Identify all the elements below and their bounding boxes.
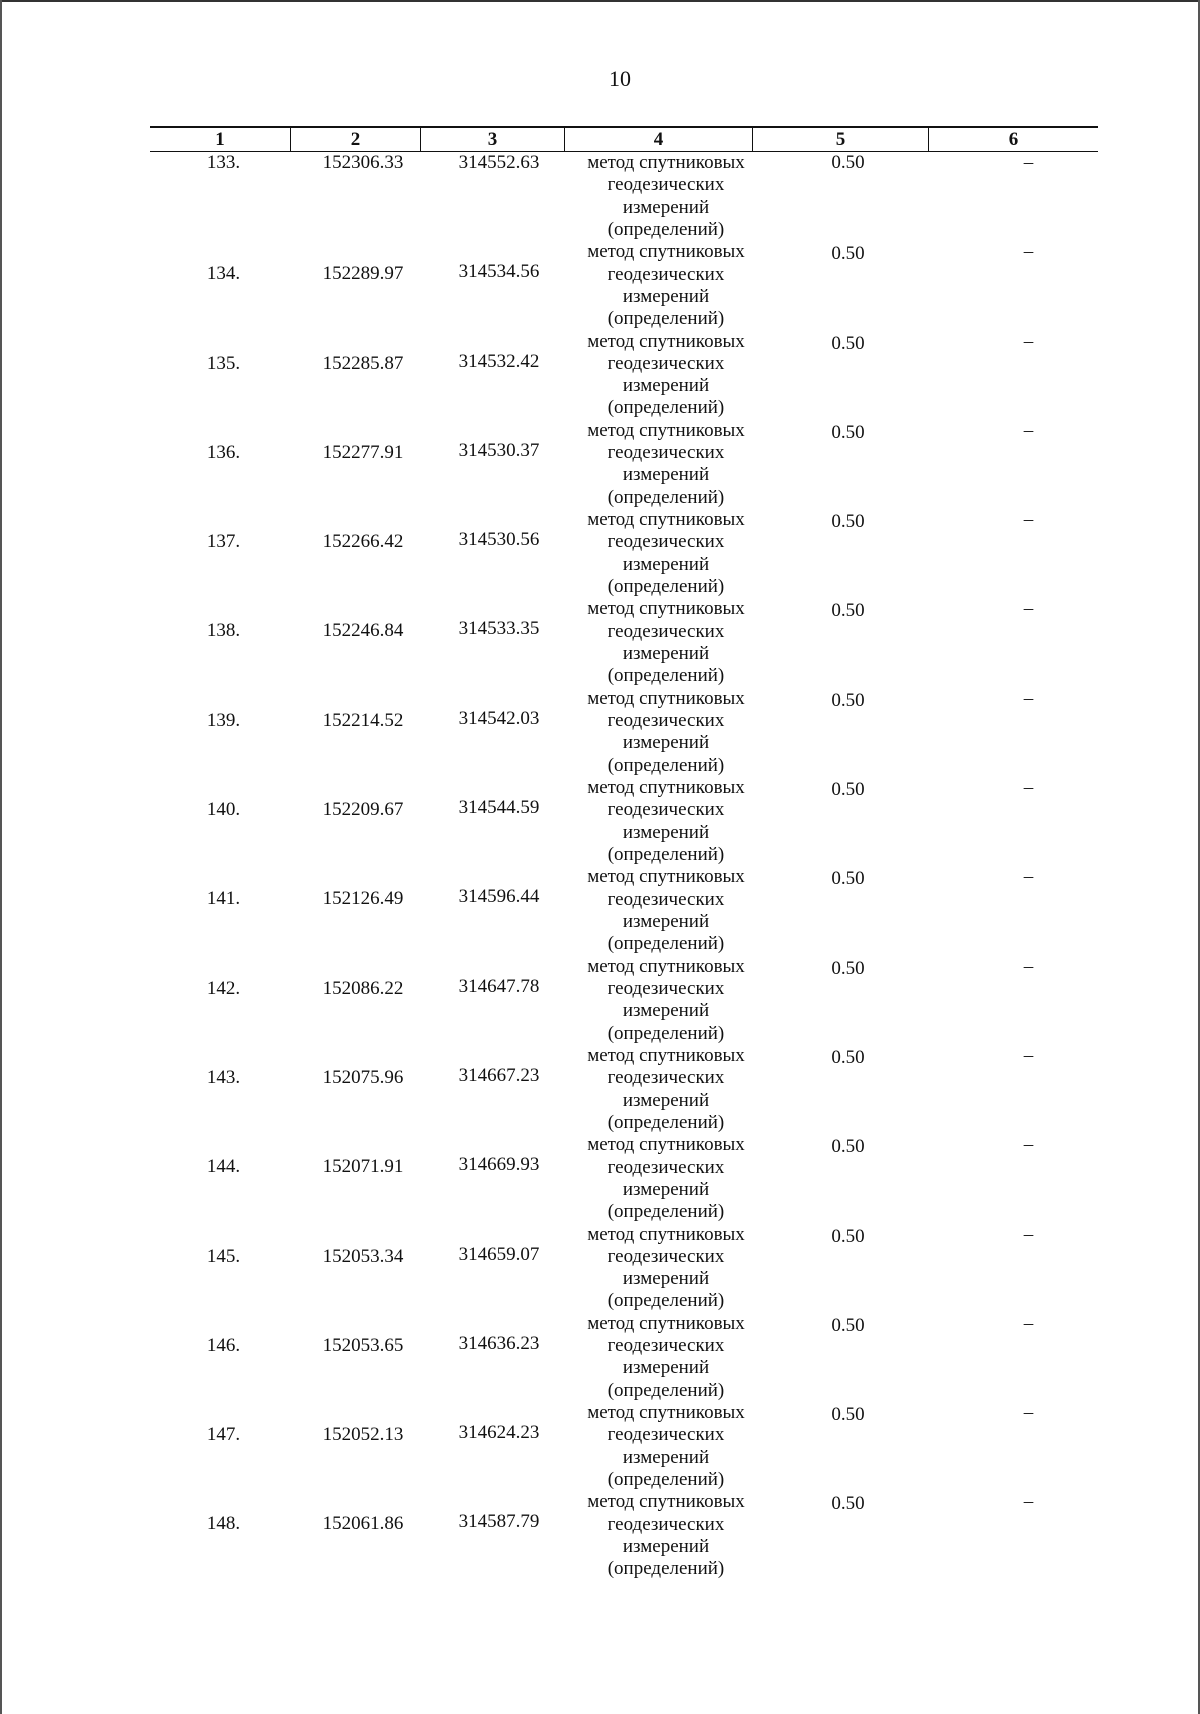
method-cell [565,1224,753,1313]
method-line: (определений) [607,1111,725,1133]
point-number-cell: 143. [206,1066,241,1088]
method-line: измерений [622,1089,710,1111]
accuracy-cell: 0.50 [831,421,865,443]
method-line: геодезических [607,1513,725,1535]
x-coordinate-cell: 152246.84 [322,620,404,642]
method-line: геодезических [607,1245,725,1267]
point-number-cell: 133. [206,152,241,173]
method-line: (определений) [607,843,725,865]
note-cell: – [1023,152,1034,173]
method-line: (определений) [607,1558,725,1580]
x-coordinate-cell: 152075.96 [322,1066,404,1088]
method-line: измерений [622,910,710,932]
note-cell: – [1023,598,1034,620]
y-coordinate-cell: 314596.44 [458,886,540,908]
method-line: измерений [622,1446,710,1468]
method-line: (определений) [607,1022,725,1044]
method-line: измерений [622,1536,710,1558]
method-cell [565,1491,753,1580]
method-line: геодезических [607,174,725,196]
accuracy-cell: 0.50 [831,152,865,173]
table-row [150,1491,1098,1580]
method-line: метод спутниковых [587,866,745,888]
table-header [150,126,1098,152]
method-line: геодезических [607,442,725,464]
method-line: метод спутниковых [587,777,745,799]
method-line: геодезических [607,888,725,910]
note-cell: – [1023,687,1034,709]
page-number: 10 [609,66,631,91]
method-cell [565,1313,753,1402]
method-line: метод спутниковых [587,1134,745,1156]
y-coordinate-cell: 314587.79 [458,1511,540,1533]
method-line: (определений) [607,486,725,508]
x-coordinate-cell: 152053.34 [322,1245,404,1267]
note-cell: – [1023,777,1034,799]
method-line: измерений [622,1357,710,1379]
method-line: метод спутниковых [587,419,745,441]
method-line: (определений) [607,576,725,598]
method-line: геодезических [607,977,725,999]
method-cell [565,777,753,866]
y-coordinate-cell: 314624.23 [458,1422,540,1444]
method-line: геодезических [607,1424,725,1446]
method-line: метод спутниковых [587,598,745,620]
method-line: измерений [622,1268,710,1290]
accuracy-cell: 0.50 [831,1046,865,1068]
point-number-cell: 142. [206,977,241,999]
x-coordinate-cell: 152285.87 [322,352,404,374]
method-line: (определений) [607,397,725,419]
x-coordinate-cell: 152277.91 [322,441,404,463]
method-line: метод спутниковых [587,509,745,531]
method-line: метод спутниковых [587,1223,745,1245]
accuracy-cell: 0.50 [831,779,865,801]
method-cell [565,688,753,777]
x-coordinate-cell: 152071.91 [322,1156,404,1178]
method-cell [565,1134,753,1223]
accuracy-cell: 0.50 [831,1314,865,1336]
x-coordinate-cell: 152214.52 [322,709,404,731]
point-number-cell: 145. [206,1245,241,1267]
method-line: (определений) [607,665,725,687]
note-cell: – [1023,1491,1034,1513]
table-row [150,1134,1098,1223]
header-col-1: 1 [150,128,291,151]
point-number-cell: 136. [206,441,241,463]
method-line: (определений) [607,218,725,240]
accuracy-cell: 0.50 [831,243,865,265]
y-coordinate-cell: 314533.35 [458,618,540,640]
table-row [150,598,1098,687]
method-line: (определений) [607,933,725,955]
table-row [150,152,1098,241]
method-line: метод спутниковых [587,152,745,173]
method-line: метод спутниковых [587,330,745,352]
x-coordinate-cell: 152306.33 [322,152,404,173]
x-coordinate-cell: 152061.86 [322,1513,404,1535]
scan-edge-top [0,0,1200,2]
header-col-3: 3 [421,128,565,151]
note-cell: – [1023,1134,1034,1156]
method-line: геодезических [607,352,725,374]
accuracy-cell: 0.50 [831,1225,865,1247]
y-coordinate-cell: 314544.59 [458,797,540,819]
method-line: измерений [622,1178,710,1200]
method-cell [565,331,753,420]
point-number-cell: 147. [206,1424,241,1446]
accuracy-cell: 0.50 [831,511,865,533]
accuracy-cell: 0.50 [831,957,865,979]
accuracy-cell: 0.50 [831,868,865,890]
note-cell: – [1023,955,1034,977]
method-line: (определений) [607,1469,725,1491]
note-cell: – [1023,1223,1034,1245]
y-coordinate-cell: 314669.93 [458,1154,540,1176]
method-cell [565,1045,753,1134]
table-row [150,331,1098,420]
header-col-2: 2 [291,128,421,151]
method-cell [565,956,753,1045]
point-number-cell: 138. [206,620,241,642]
method-line: метод спутниковых [587,1044,745,1066]
method-line: метод спутниковых [587,241,745,263]
method-line: измерений [622,1000,710,1022]
table-row [150,1313,1098,1402]
y-coordinate-cell: 314530.37 [458,439,540,461]
method-line: метод спутниковых [587,1491,745,1513]
y-coordinate-cell: 314659.07 [458,1243,540,1265]
note-cell: – [1023,419,1034,441]
method-line: метод спутниковых [587,1312,745,1334]
point-number-cell: 134. [206,263,241,285]
table-row [150,956,1098,1045]
y-coordinate-cell: 314636.23 [458,1332,540,1354]
method-line: метод спутниковых [587,955,745,977]
method-cell [565,152,753,241]
method-line: измерений [622,821,710,843]
y-coordinate-cell: 314647.78 [458,975,540,997]
header-col-5: 5 [753,128,929,151]
table-row [150,241,1098,330]
y-coordinate-cell: 314552.63 [458,152,540,173]
table-body [150,152,1098,1581]
note-cell: – [1023,866,1034,888]
x-coordinate-cell: 152086.22 [322,977,404,999]
y-coordinate-cell: 314532.42 [458,350,540,372]
method-line: геодезических [607,710,725,732]
table-row [150,1402,1098,1491]
point-number-cell: 137. [206,531,241,553]
table-row [150,866,1098,955]
method-line: (определений) [607,754,725,776]
table-row [150,1045,1098,1134]
x-coordinate-cell: 152266.42 [322,531,404,553]
method-line: геодезических [607,263,725,285]
x-coordinate-cell: 152209.67 [322,799,404,821]
note-cell: – [1023,330,1034,352]
table-row [150,509,1098,598]
accuracy-cell: 0.50 [831,600,865,622]
method-cell [565,598,753,687]
method-line: метод спутниковых [587,687,745,709]
method-line: измерений [622,196,710,218]
accuracy-cell: 0.50 [831,689,865,711]
method-line: (определений) [607,1201,725,1223]
method-line: геодезических [607,531,725,553]
accuracy-cell: 0.50 [831,1404,865,1426]
point-number-cell: 144. [206,1156,241,1178]
y-coordinate-cell: 314667.23 [458,1064,540,1086]
method-line: измерений [622,732,710,754]
method-line: измерений [622,375,710,397]
method-line: геодезических [607,799,725,821]
table-row [150,1224,1098,1313]
method-line: метод спутниковых [587,1402,745,1424]
method-cell [565,241,753,330]
method-line: измерений [622,643,710,665]
point-number-cell: 146. [206,1334,241,1356]
method-cell [565,1402,753,1491]
method-line: измерений [622,285,710,307]
method-line: измерений [622,464,710,486]
x-coordinate-cell: 152052.13 [322,1424,404,1446]
table-row [150,420,1098,509]
x-coordinate-cell: 152289.97 [322,263,404,285]
method-line: (определений) [607,308,725,330]
header-col-4: 4 [565,128,753,151]
accuracy-cell: 0.50 [831,1136,865,1158]
note-cell: – [1023,1044,1034,1066]
method-cell [565,420,753,509]
point-number-cell: 140. [206,799,241,821]
y-coordinate-cell: 314534.56 [458,261,540,283]
method-line: геодезических [607,1335,725,1357]
x-coordinate-cell: 152053.65 [322,1334,404,1356]
point-number-cell: 141. [206,888,241,910]
method-line: геодезических [607,1067,725,1089]
method-line: (определений) [607,1290,725,1312]
point-number-cell: 139. [206,709,241,731]
header-col-6: 6 [1008,129,1019,150]
scan-edge-left [0,0,2,1714]
method-cell [565,509,753,598]
accuracy-cell: 0.50 [831,1493,865,1515]
method-line: (определений) [607,1379,725,1401]
method-line: геодезических [607,620,725,642]
note-cell: – [1023,1402,1034,1424]
y-coordinate-cell: 314542.03 [458,707,540,729]
method-cell [565,866,753,955]
point-number-cell: 135. [206,352,241,374]
note-cell: – [1023,509,1034,531]
point-number-cell: 148. [206,1513,241,1535]
y-coordinate-cell: 314530.56 [458,529,540,551]
table-row [150,777,1098,866]
accuracy-cell: 0.50 [831,332,865,354]
method-line: геодезических [607,1156,725,1178]
note-cell: – [1023,241,1034,263]
table-row [150,688,1098,777]
x-coordinate-cell: 152126.49 [322,888,404,910]
note-cell: – [1023,1312,1034,1334]
method-line: измерений [622,553,710,575]
